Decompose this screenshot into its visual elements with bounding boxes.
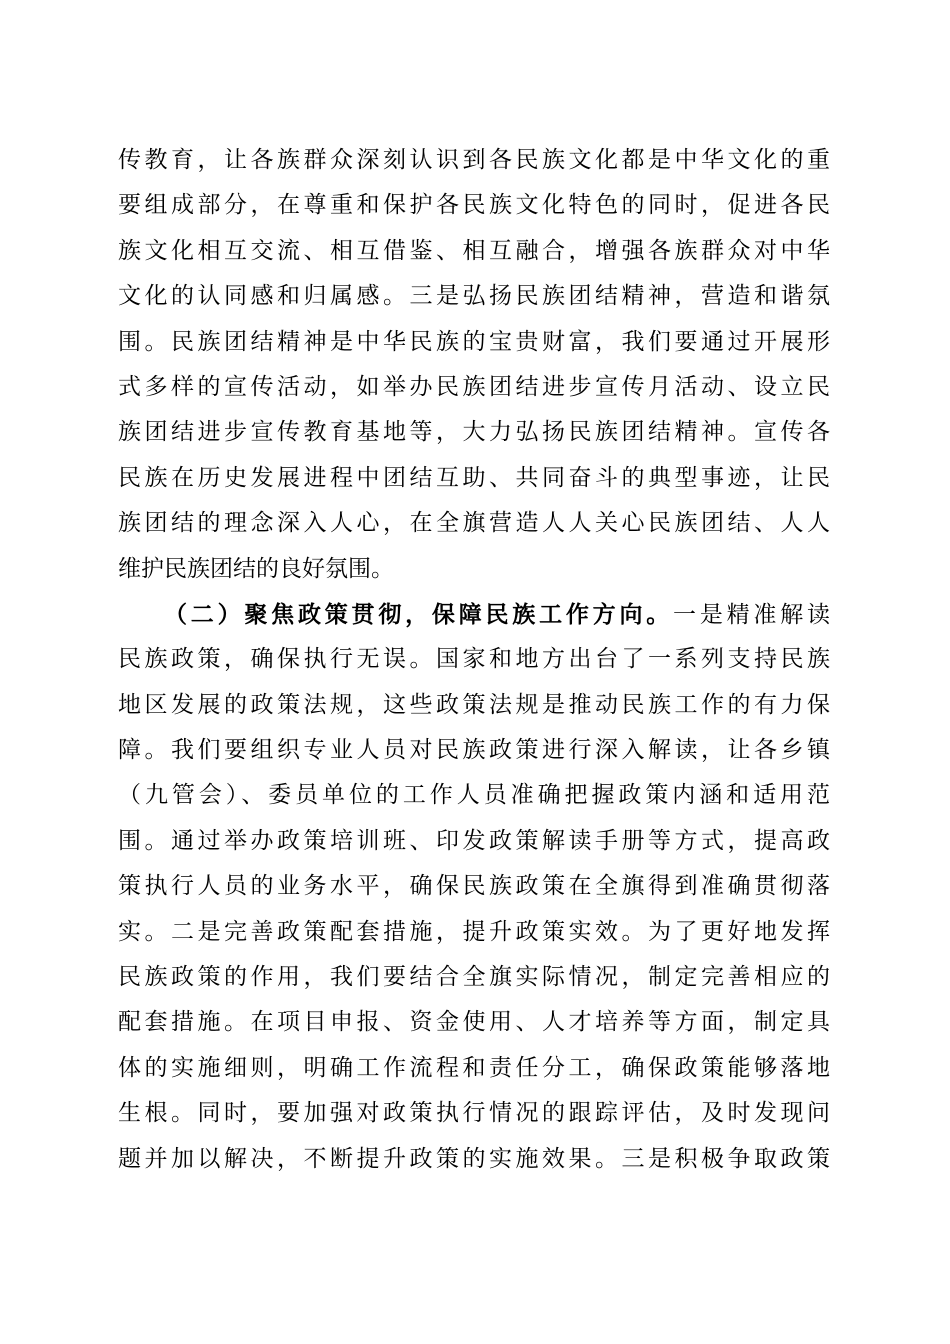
text-line: 围。通过举办政策培训班、印发政策解读手册等方式，提高政	[118, 827, 830, 854]
text-line: 围。民族团结精神是中华民族的宝贵财富，我们要通过开展形	[118, 328, 830, 355]
text-line: 体的实施细则，明确工作流程和责任分工，确保政策能够落地	[118, 1054, 830, 1081]
text-line: 障。我们要组织专业人员对民族政策进行深入解读，让各乡镇	[118, 737, 830, 764]
text-line: 地区发展的政策法规，这些政策法规是推动民族工作的有力保	[118, 691, 830, 718]
text-line: 配套措施。在项目申报、资金使用、人才培养等方面，制定具	[118, 1009, 830, 1036]
section-first-line	[118, 592, 830, 637]
text-line: 民族在历史发展进程中团结互助、共同奋斗的典型事迹，让民	[118, 464, 830, 491]
text-line: 要组成部分，在尊重和保护各民族文化特色的同时，促进各民	[118, 192, 830, 219]
text-line: 族团结的理念深入人心，在全旗营造人人关心民族团结、人人	[118, 510, 830, 537]
text-line: （九管会）、委员单位的工作人员准确把握政策内涵和适用范	[118, 782, 830, 809]
body-text	[118, 138, 830, 1182]
text-line: 生根。同时，要加强对政策执行情况的跟踪评估，及时发现问	[118, 1100, 830, 1127]
text-line: 文化的认同感和归属感。三是弘扬民族团结精神，营造和谐氛	[118, 283, 830, 310]
text-line: 题并加以解决，不断提升政策的实施效果。三是积极争取政策	[118, 1145, 830, 1172]
text-line: 策执行人员的业务水平，确保民族政策在全旗得到准确贯彻落	[118, 873, 830, 900]
text-line: 族文化相互交流、相互借鉴、相互融合，增强各族群众对中华	[118, 237, 830, 264]
text-line: 传教育，让各族群众深刻认识到各民族文化都是中华文化的重	[118, 147, 830, 173]
text-line: 式多样的宣传活动，如举办民族团结进步宣传月活动、设立民	[118, 373, 830, 400]
text-line: 民族政策，确保执行无误。国家和地方出台了一系列支持民族	[118, 646, 830, 673]
section-first-line-text: 一是精准解读	[673, 601, 831, 628]
text-line: 实。二是完善政策配套措施，提升政策实效。为了更好地发挥	[118, 918, 830, 945]
paragraph-end-line: 维护民族团结的良好氛围。	[118, 555, 394, 582]
text-line: 族团结进步宣传教育基地等，大力弘扬民族团结精神。宣传各	[118, 419, 830, 446]
text-line: 民族政策的作用，我们要结合全旗实际情况，制定完善相应的	[118, 964, 830, 991]
section-heading: （二）聚焦政策贯彻，保障民族工作方向。	[164, 600, 674, 628]
